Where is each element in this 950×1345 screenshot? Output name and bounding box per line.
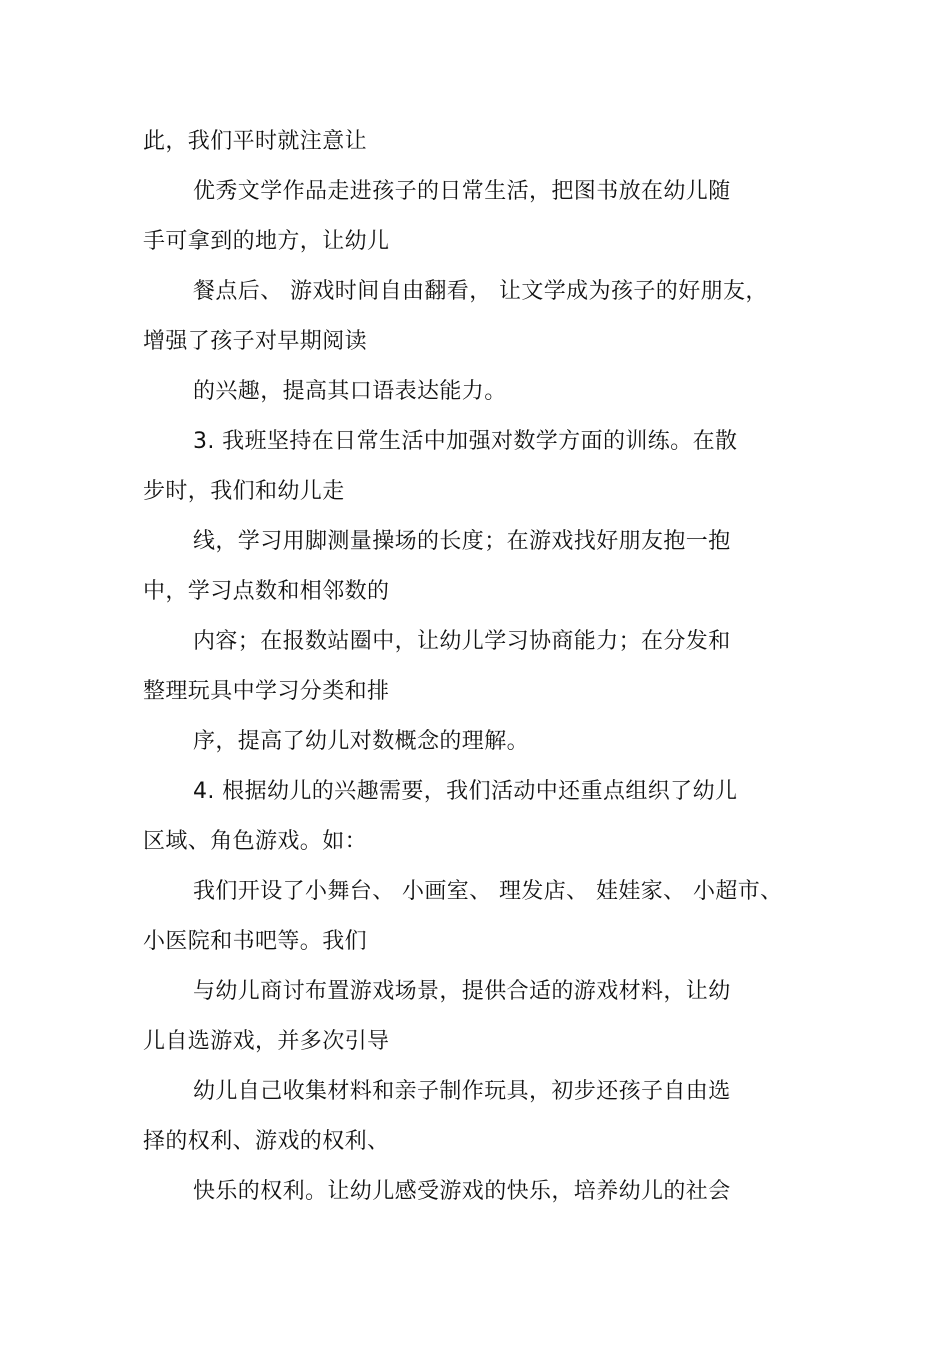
text-line: 内容；在报数站圈中，让幼儿学习协商能力；在分发和: [193, 629, 731, 654]
text-line: 餐点后、 游戏时间自由翻看， 让文学成为孩子的好朋友，: [193, 279, 768, 304]
text-line: 我们开设了小舞台、 小画室、 理发店、 娃娃家、 小超市、: [193, 879, 783, 904]
text-line: 的兴趣，提高其口语表达能力。: [193, 379, 507, 404]
text-line: 手可拿到的地方，让幼儿: [143, 229, 390, 254]
text-line: 序，提高了幼儿对数概念的理解。: [193, 729, 530, 754]
text-line: 4. 根据幼儿的兴趣需要，我们活动中还重点组织了幼儿: [193, 779, 738, 804]
text-line: 中，学习点数和相邻数的: [143, 579, 390, 604]
text-line: 步时，我们和幼儿走: [143, 479, 345, 504]
text-line: 与幼儿商讨布置游戏场景，提供合适的游戏材料，让幼: [193, 979, 731, 1004]
text-line: 快乐的权利。让幼儿感受游戏的快乐，培养幼儿的社会: [193, 1179, 731, 1204]
text-line: 此，我们平时就注意让: [143, 129, 368, 154]
text-line: 小医院和书吧等。我们: [143, 929, 368, 954]
text-line: 增强了孩子对早期阅读: [143, 329, 368, 354]
text-line: 幼儿自己收集材料和亲子制作玩具，初步还孩子自由选: [193, 1079, 731, 1104]
text-line: 线，学习用脚测量操场的长度；在游戏找好朋友抱一抱: [193, 529, 731, 554]
text-line: 儿自选游戏，并多次引导: [143, 1029, 390, 1054]
text-line: 择的权利、游戏的权利、: [143, 1129, 390, 1154]
text-line: 整理玩具中学习分类和排: [143, 679, 390, 704]
text-line: 优秀文学作品走进孩子的日常生活，把图书放在幼儿随: [193, 179, 731, 204]
text-line: 3. 我班坚持在日常生活中加强对数学方面的训练。在散: [193, 429, 738, 454]
text-line: 区域、角色游戏。如：: [143, 829, 368, 854]
